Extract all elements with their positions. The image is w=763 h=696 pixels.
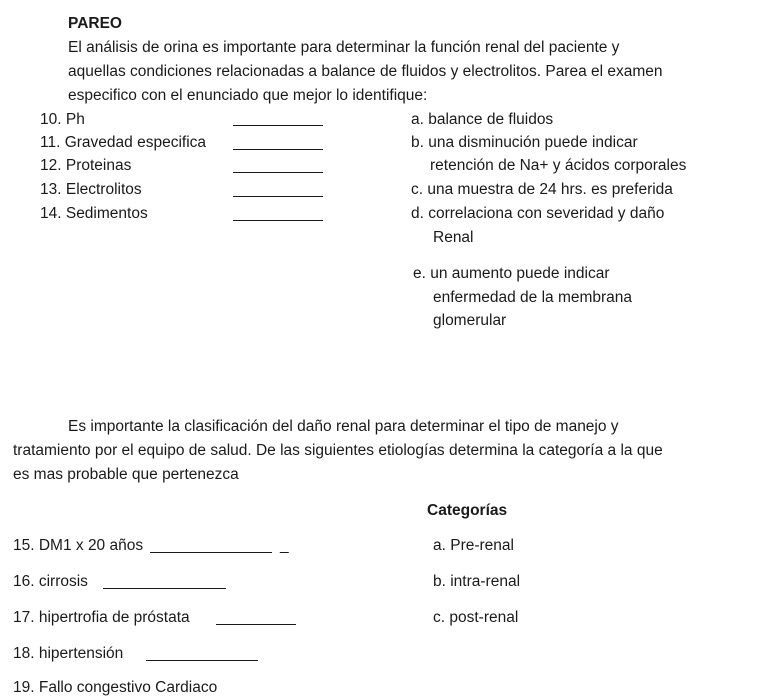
- option-line: Renal: [433, 229, 474, 246]
- option-line: e. un aumento puede indicar: [413, 265, 610, 282]
- answer-blank[interactable]: [150, 552, 272, 553]
- section-heading: PAREO: [68, 15, 122, 32]
- answer-blank[interactable]: [216, 624, 296, 625]
- answer-blank[interactable]: [103, 588, 226, 589]
- intro-line: El análisis de orina es importante para determinar la función renal del paciente y: [68, 39, 620, 56]
- option-line: retención de Na+ y ácidos corporales: [430, 157, 687, 174]
- option-line: b. una disminución puede indicar: [411, 134, 638, 151]
- trailing-mark: _: [280, 537, 289, 554]
- etiology-item-label: 15. DM1 x 20 años: [13, 537, 144, 554]
- intro-line: especifico con el enunciado que mejor lo identifique:: [68, 87, 428, 104]
- answer-blank[interactable]: [233, 172, 323, 173]
- intro-line: Es importante la clasificación del daño renal para determinar el tipo de manejo y: [68, 418, 619, 435]
- answer-blank[interactable]: [146, 660, 258, 661]
- answer-blank[interactable]: [233, 125, 323, 126]
- answer-blank[interactable]: [233, 220, 323, 221]
- answer-blank[interactable]: [233, 149, 323, 150]
- etiology-item-label: 19. Fallo congestivo Cardiaco: [13, 679, 218, 696]
- matching-item-label: 13. Electrolitos: [40, 181, 142, 198]
- etiology-item-label: 17. hipertrofia de próstata: [13, 609, 190, 626]
- option-line: enfermedad de la membrana: [433, 289, 633, 306]
- etiology-item-label: 18. hipertensión: [13, 645, 124, 662]
- option-line: glomerular: [433, 312, 507, 329]
- category-option: a. Pre-renal: [433, 537, 514, 554]
- option-line: d. correlaciona con severidad y daño: [411, 205, 665, 222]
- matching-item-label: 11. Gravedad especifica: [40, 134, 207, 151]
- option-line: c. una muestra de 24 hrs. es preferida: [411, 181, 673, 198]
- option-line: a. balance de fluidos: [411, 111, 554, 128]
- matching-item-label: 14. Sedimentos: [40, 205, 148, 222]
- matching-item-label: 10. Ph: [40, 111, 85, 128]
- category-option: c. post-renal: [433, 609, 519, 626]
- answer-blank[interactable]: [233, 196, 323, 197]
- categories-heading: Categorías: [427, 502, 508, 519]
- intro-line: es mas probable que pertenezca: [13, 466, 239, 483]
- category-option: b. intra-renal: [433, 573, 521, 590]
- etiology-item-label: 16. cirrosis: [13, 573, 88, 590]
- intro-line: tratamiento por el equipo de salud. De las siguientes etiologías determina la categoría a la que: [13, 442, 663, 459]
- intro-line: aquellas condiciones relacionadas a balance de fluidos y electrolitos. Parea el examen: [68, 63, 663, 80]
- matching-item-label: 12. Proteinas: [40, 157, 132, 174]
